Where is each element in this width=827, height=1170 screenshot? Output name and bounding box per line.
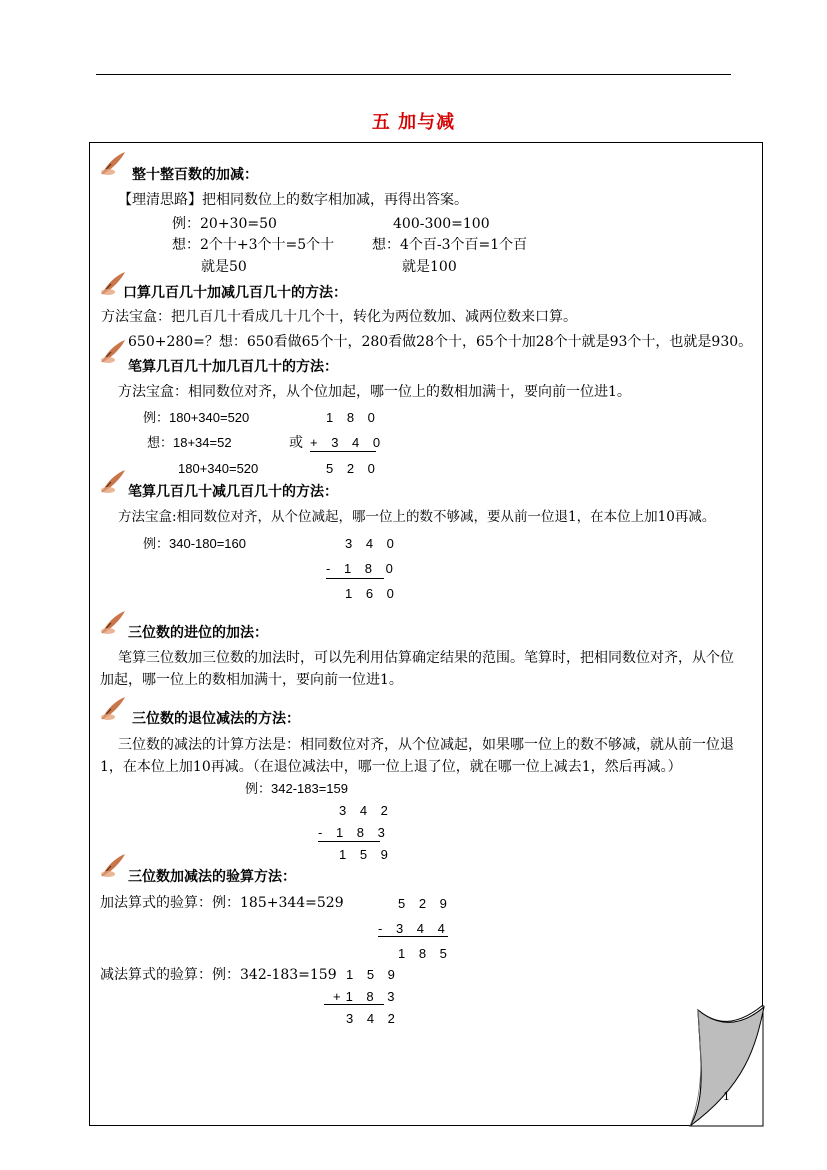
section2-line2: 650+280=？想：650看做65个十，280看做28个十，65个十加28个十就是93个十，也就是930。 (128, 334, 753, 350)
section5-heading: 三位数的进位的加法： (128, 625, 268, 641)
quill-pen-icon (99, 150, 127, 176)
section6-vertical-line2: - 1 8 3 (318, 825, 390, 840)
section1-example-b: 400-300=100 (393, 216, 490, 232)
section3-think: 想：18+34=52 (147, 435, 232, 450)
section7-heading: 三位数加减法的验算方法： (128, 869, 296, 885)
page-title: 五 加与减 (371, 112, 456, 133)
quill-pen-icon (99, 695, 127, 721)
section7-sub-underline (324, 1004, 384, 1005)
section7-add-vertical-line2: - 3 4 4 (378, 921, 450, 936)
section3-result: 180+340=520 (178, 461, 259, 476)
quill-pen-icon (99, 468, 127, 494)
section7-add-vertical-line3: 1 8 5 (398, 946, 452, 961)
section3-vertical-line2: + 3 4 0 (310, 435, 386, 450)
section3-heading: 笔算几百几十加几百几十的方法： (128, 359, 338, 375)
section1-example-a: 例：20+30=50 (172, 216, 277, 232)
quill-pen-icon (99, 338, 127, 364)
section4-vertical-line1: 3 4 0 (345, 536, 399, 551)
section4-vertical-line2: - 1 8 0 (326, 561, 398, 576)
section6-line2: 1，在本位上加10再减。（在退位减法中，哪一位上退了位，就在哪一位上减去1，然后再减。） (100, 759, 682, 775)
section3-line1: 方法宝盒：相同数位对齐，从个位加起，哪一位上的数相加满十，要向前一位进1。 (118, 384, 631, 400)
section3-vertical-line1: 1 8 0 (326, 410, 380, 425)
section3-vertical-line3: 5 2 0 (326, 461, 380, 476)
page-curl-decoration (676, 1005, 776, 1130)
section6-underline (318, 841, 380, 842)
section7-sub-vertical-line1: 1 5 9 (346, 967, 400, 982)
section7-add-label: 加法算式的验算：例：185+344=529 (100, 895, 344, 911)
section3-or: 或 (289, 435, 303, 451)
header-rule (96, 74, 731, 75)
section1-result-a: 就是50 (201, 259, 247, 275)
section7-add-vertical-line1: 5 2 9 (398, 896, 452, 911)
section6-example: 例：342-183=159 (245, 781, 348, 796)
section1-heading: 整十整百数的加减： (132, 167, 258, 183)
section7-sub-vertical-line2: +1 8 3 (333, 989, 400, 1004)
section3-underline (310, 451, 376, 452)
section6-line1: 三位数的减法的计算方法是：相同数位对齐，从个位减起，如果哪一位上的数不够减，就从前一位退 (118, 737, 734, 753)
section4-vertical-line3: 1 6 0 (345, 586, 399, 601)
quill-pen-icon (99, 852, 127, 878)
section6-heading: 三位数的退位减法的方法： (132, 711, 300, 727)
section6-vertical-line3: 1 5 9 (339, 847, 393, 862)
section5-line1: 笔算三位数加三位数的加法时，可以先利用估算确定结果的范围。笔算时，把相同数位对齐，从个位 (118, 650, 734, 666)
section5-line2: 加起，哪一位上的数相加满十，要向前一位进1。 (100, 672, 403, 688)
section7-add-underline (378, 936, 448, 937)
section7-sub-vertical-line3: 3 4 2 (346, 1011, 400, 1026)
section1-result-b: 就是100 (402, 259, 457, 275)
section6-vertical-line1: 3 4 2 (339, 803, 393, 818)
section2-line1: 方法宝盒：把几百几十看成几十几个十，转化为两位数加、减两位数来口算。 (101, 309, 577, 325)
section4-example: 例：340-180=160 (143, 536, 246, 551)
page-number: 1 (723, 1090, 730, 1103)
quill-pen-icon (99, 609, 127, 635)
section4-heading: 笔算几百几十减几百几十的方法： (128, 484, 338, 500)
section4-line1: 方法宝盒:相同数位对齐，从个位减起，哪一位上的数不够减，要从前一位退1，在本位上加10再减。 (118, 509, 716, 525)
section1-line1: 【理清思路】把相同数位上的数字相加减，再得出答案。 (118, 192, 468, 208)
section1-think-b: 想：4个百-3个百=1个百 (372, 237, 528, 253)
section7-sub-label: 减法算式的验算：例：342-183=159 (100, 967, 337, 983)
section2-heading: 口算几百几十加减几百几十的方法： (123, 285, 347, 301)
section4-underline (326, 578, 384, 579)
section3-example: 例：180+340=520 (143, 410, 250, 425)
section1-think-a: 想：2个十+3个十=5个十 (172, 237, 335, 253)
